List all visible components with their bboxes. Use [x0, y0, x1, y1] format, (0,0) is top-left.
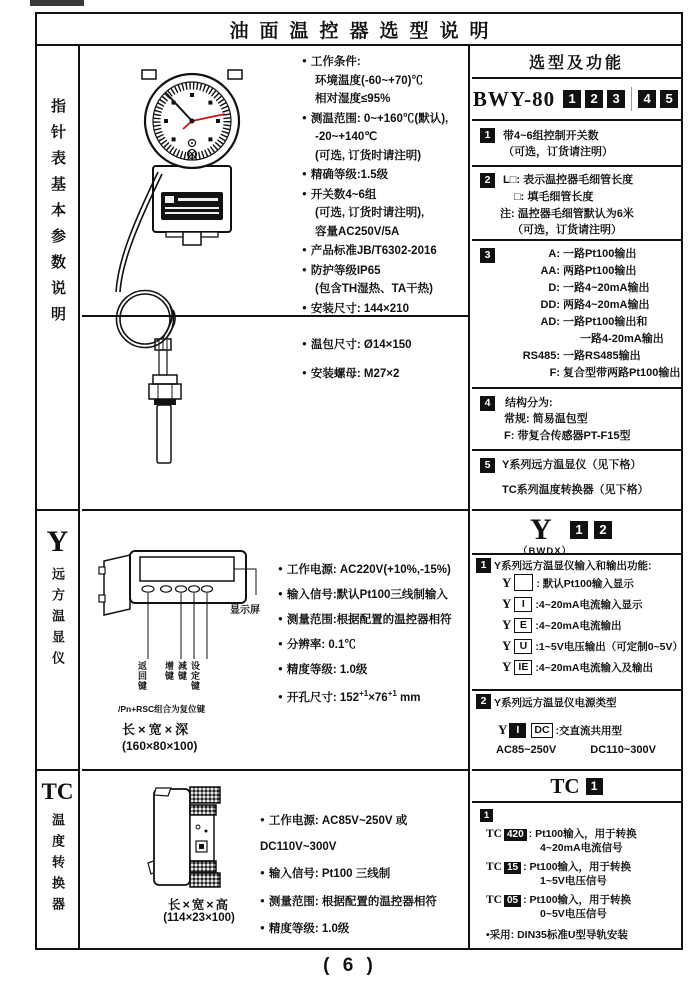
bullet-icon: ● [278, 614, 283, 623]
spec-line: ● 输入信号: Pt100 三线制 [260, 868, 391, 880]
module-plate [154, 789, 190, 885]
spec-line: 容量AC250V/5A [315, 225, 400, 238]
voltage-range-row [494, 741, 679, 759]
gauge-thermometer-diagram [82, 46, 302, 507]
row3-side-cell [37, 771, 80, 948]
tc-option-row: TC 420 : Pt100输入，用于转换 4~20mA电流信号 [486, 828, 637, 854]
bullet-icon: ● [278, 589, 283, 598]
spec-line: DC110V~300V [260, 840, 337, 853]
selection-header: 选型及功能 [472, 46, 681, 79]
tc-model-header [472, 771, 681, 803]
probe-stem [159, 350, 167, 375]
mounting-note: •采用: DIN35标准U型导轨安装 [486, 929, 628, 941]
model-box-5: 5 [660, 90, 678, 108]
bullet-icon: ● [260, 815, 265, 824]
ac-range: AC85~250V [496, 744, 557, 756]
bullet-icon: ● [302, 264, 307, 274]
model-box-4: 4 [638, 90, 656, 108]
bullet-icon: ● [278, 691, 283, 701]
option-row: 一路4-20mA输出 [580, 333, 664, 345]
bullet-icon: ● [302, 56, 307, 65]
dimensions-value: (114×23×100) [163, 912, 235, 924]
dimensions-label: 长×宽×高 [167, 898, 231, 912]
section-2-badge: 2 [480, 173, 495, 188]
dark-code-box: 420 [504, 829, 527, 841]
row1-selection-cell [472, 46, 681, 511]
y-model-box-1: 1 [570, 521, 588, 539]
bullet-icon: ● [260, 923, 265, 932]
code-box: IE [514, 660, 532, 675]
button-label: 设定键 [190, 661, 200, 691]
terminal-block-top [190, 787, 220, 803]
model-box-separator [631, 87, 632, 111]
spec-line: 相对湿度≤95% [315, 93, 391, 105]
temp-bulb [157, 405, 171, 463]
reset-combo-note: /Pn+RSC组合为复位键 [118, 704, 206, 714]
row3-selection-cell [472, 771, 681, 948]
tc-section-badge: 1 [480, 809, 493, 822]
display-back-box [104, 555, 130, 615]
spec-line: -20~+140℃ [315, 131, 378, 143]
spec-line: (包含TH湿热、TA干热) [315, 283, 433, 295]
spec-line: ● 精确等级:1.5级 [302, 169, 389, 181]
spec-line: ● 测量范围:根据配置的温控器相符 [278, 614, 452, 626]
tc-option-row: TC 05 : Pt100输入，用于转换 0~5V电压信号 [486, 894, 632, 920]
bullet-icon: ● [260, 895, 265, 905]
row2-side-label: 远方温显仪 [50, 567, 65, 672]
y-option-row: Y U :1~5V电压输出（可定制0~5V） [502, 638, 684, 653]
option-row: RS485: 一路RS485输出 [522, 350, 641, 362]
bullet-icon: ● [302, 339, 307, 348]
section-text: F: 带复合传感器PT-F15型 [504, 430, 631, 442]
button-label: 增键 [164, 661, 174, 681]
spec-line: ● 测量范围: 根据配置的温控器相符 [260, 895, 437, 908]
button-label: 减键 [177, 661, 187, 681]
dark-code-box: 15 [504, 862, 521, 874]
dc-range: DC110~300V [590, 744, 656, 756]
section-text: TC系列温度转换器（见下格） [502, 484, 649, 496]
option-row: DD: 两路4~20mA输出 [540, 299, 650, 311]
row2-side-letter: Y [46, 525, 69, 558]
option-row: AA: 两路Pt100输出 [540, 265, 637, 277]
terminal-block-bottom [190, 861, 216, 872]
bullet-icon: ● [302, 169, 307, 178]
led-indicator [205, 830, 208, 833]
code-box: DC [531, 723, 552, 738]
screen-label: 显示屏 [230, 605, 260, 616]
mount-ear-left [142, 70, 156, 79]
option-row: AD: 一路Pt100输出和 [540, 316, 648, 328]
section-text: Y系列远方温显仪（见下格） [502, 459, 642, 471]
spec-line: ● 精度等级: 1.0级 [260, 923, 350, 935]
y-option-row: Y IE :4~20mA电流输入及输出 [502, 659, 653, 674]
row3-side-letter: TC [41, 779, 74, 804]
scan-artifact [30, 0, 84, 6]
tc-option-row: TC 15 : Pt100输入，用于转换 1~5V电压信号 [486, 861, 632, 887]
y-section-1 [472, 553, 684, 689]
section-5 [472, 451, 681, 509]
option-row: A: 一路Pt100输出 [548, 248, 637, 260]
spec-line: 环境温度(-60~+70)℃ [315, 74, 424, 87]
model-box-3: 3 [607, 90, 625, 108]
dark-code-box: 05 [504, 895, 521, 907]
row2-side-cell [37, 511, 80, 771]
spec-line: ● 测温范围: 0~+160℃(默认), [302, 112, 449, 125]
section-2 [472, 167, 681, 241]
section-5-badge: 5 [480, 458, 495, 473]
section-note: 注: 温控器毛细管默认为6米 [500, 208, 634, 220]
dimensions-label: 长×宽×深 [122, 722, 192, 737]
spec-line: ● 精度等级: 1.0级 [278, 664, 368, 676]
section-4-badge: 4 [480, 396, 495, 411]
section-text: 常规: 简易温包型 [504, 413, 588, 425]
y-model-header [472, 511, 681, 557]
model-name: BWY-80 [472, 86, 556, 111]
row1-specs-list [302, 52, 448, 318]
bullet-icon: ● [302, 368, 307, 377]
model-box-2: 2 [585, 90, 603, 108]
button-label: 返回键 [137, 661, 147, 691]
y-option-row: Y I :4~20mA电流输入显示 [502, 596, 643, 611]
gauge-neck [183, 232, 201, 245]
spec-line: ● 安装螺母: M27×2 [302, 368, 400, 380]
tc-model-letter: TC [550, 773, 580, 798]
y-section-2-badge: 2 [476, 694, 491, 709]
spec-line: ● 输入信号:默认Pt100三线制输入 [278, 589, 448, 601]
model-box-1: 1 [563, 90, 581, 108]
bullet-icon: ● [278, 639, 283, 648]
y-option-row: Y E :4~20mA电流输出 [502, 617, 622, 632]
page-number: ( 6 ) [323, 955, 377, 976]
section-text: 带4~6组控制开关数 [503, 130, 599, 142]
tc-options-body [472, 803, 681, 942]
tc-model-box: 1 [586, 778, 603, 795]
spec-line-hole-size: ● 开孔尺寸: $152^{+1}\times 76^{+1}$ mm [278, 689, 421, 704]
spec-line: (可选, 订货时请注明), [315, 207, 425, 219]
code-box: E [514, 618, 532, 633]
bullet-icon: ● [260, 868, 265, 877]
row2-middle-cell [82, 511, 470, 771]
dimensions-value: (160×80×100) [122, 739, 198, 753]
mount-ear-right [228, 70, 242, 79]
row2-specs-list [278, 557, 452, 710]
spec-line: (可选, 订货时请注明) [315, 149, 422, 162]
row3-side-label: 温度转换器 [50, 813, 65, 918]
bullet-icon: ● [302, 188, 307, 198]
display-front-panel [130, 551, 246, 603]
y-model-box-2: 2 [594, 521, 612, 539]
bullet-icon: ● [278, 564, 283, 573]
module-face [190, 815, 214, 861]
spec-line: ● 温包尺寸: Ø14×150 [302, 339, 412, 351]
spec-line: ● 分辨率: 0.1℃ [278, 639, 356, 651]
needle-hub [190, 119, 195, 124]
y-power-code-row: Y I DC :交直流共用型 [498, 722, 623, 737]
dark-code-box: I [509, 723, 526, 738]
row1-side-cell [37, 46, 80, 511]
page-frame [35, 12, 683, 950]
y-section-2 [472, 689, 681, 782]
y-model-letter: Y [530, 513, 552, 546]
page-title: 油面温控器选型说明 [37, 14, 681, 46]
code-box: I [514, 597, 532, 612]
section-text: 结构分为: [505, 397, 553, 409]
spec-line: ● 工作电源: AC220V(+10%,-15%) [278, 564, 451, 576]
y-section-1-title: Y系列远方温显仪输入和输出功能: [494, 560, 652, 572]
row1-side-label: 指针表基本参数说明 [49, 98, 66, 332]
empty-code-box [514, 574, 533, 591]
spec-line: ● 工作电源: AC85V~250V 或 [260, 815, 408, 827]
y-section-1-badge: 1 [476, 558, 491, 573]
hex-nut [149, 384, 181, 399]
row2-selection-cell [472, 511, 684, 771]
section-1-badge: 1 [480, 128, 495, 143]
spec-line: ● 产品标准JB/T6302-2016 [302, 245, 437, 257]
option-row: D: 一路4~20mA输出 [548, 282, 650, 294]
spec-line: ● 工作条件: [302, 56, 361, 68]
spec-line: ● 防护等级IP65 [302, 264, 381, 277]
row1-bulb-specs [302, 330, 412, 388]
section-text: □: 填毛细管长度 [514, 191, 594, 203]
code-box: U [514, 639, 532, 654]
bullet-icon: ● [302, 245, 307, 254]
bullet-icon: ● [278, 664, 283, 673]
row3-middle-cell [82, 771, 470, 948]
section-4 [472, 389, 681, 451]
y-section-2-title: Y系列远方温显仪电源类型 [494, 697, 617, 709]
section-1 [472, 121, 681, 167]
y-option-row: Y : 默认Pt100输入显示 [502, 575, 634, 590]
bullet-icon: ● [302, 302, 307, 312]
section-text: （可选，订货请注明） [503, 146, 613, 158]
spec-line: ● 安装尺寸: 144×210 [302, 302, 409, 315]
row3-specs-list [260, 807, 437, 943]
row1-middle-cell [82, 46, 470, 511]
bullet-icon: ● [302, 112, 307, 122]
y-model-subname: （BWDX） [518, 546, 573, 557]
section-3-badge: 3 [480, 248, 495, 263]
section-note: （可选，订货请注明） [512, 224, 622, 236]
model-code-row [472, 79, 681, 121]
section-3 [472, 241, 681, 389]
option-row: F: 复合型带两路Pt100输出 [549, 367, 681, 379]
spec-line: ● 开关数4~6组 [302, 188, 377, 201]
section-text: L□: 表示温控器毛细管长度 [503, 174, 634, 186]
din-rail-converter-diagram [144, 785, 254, 891]
